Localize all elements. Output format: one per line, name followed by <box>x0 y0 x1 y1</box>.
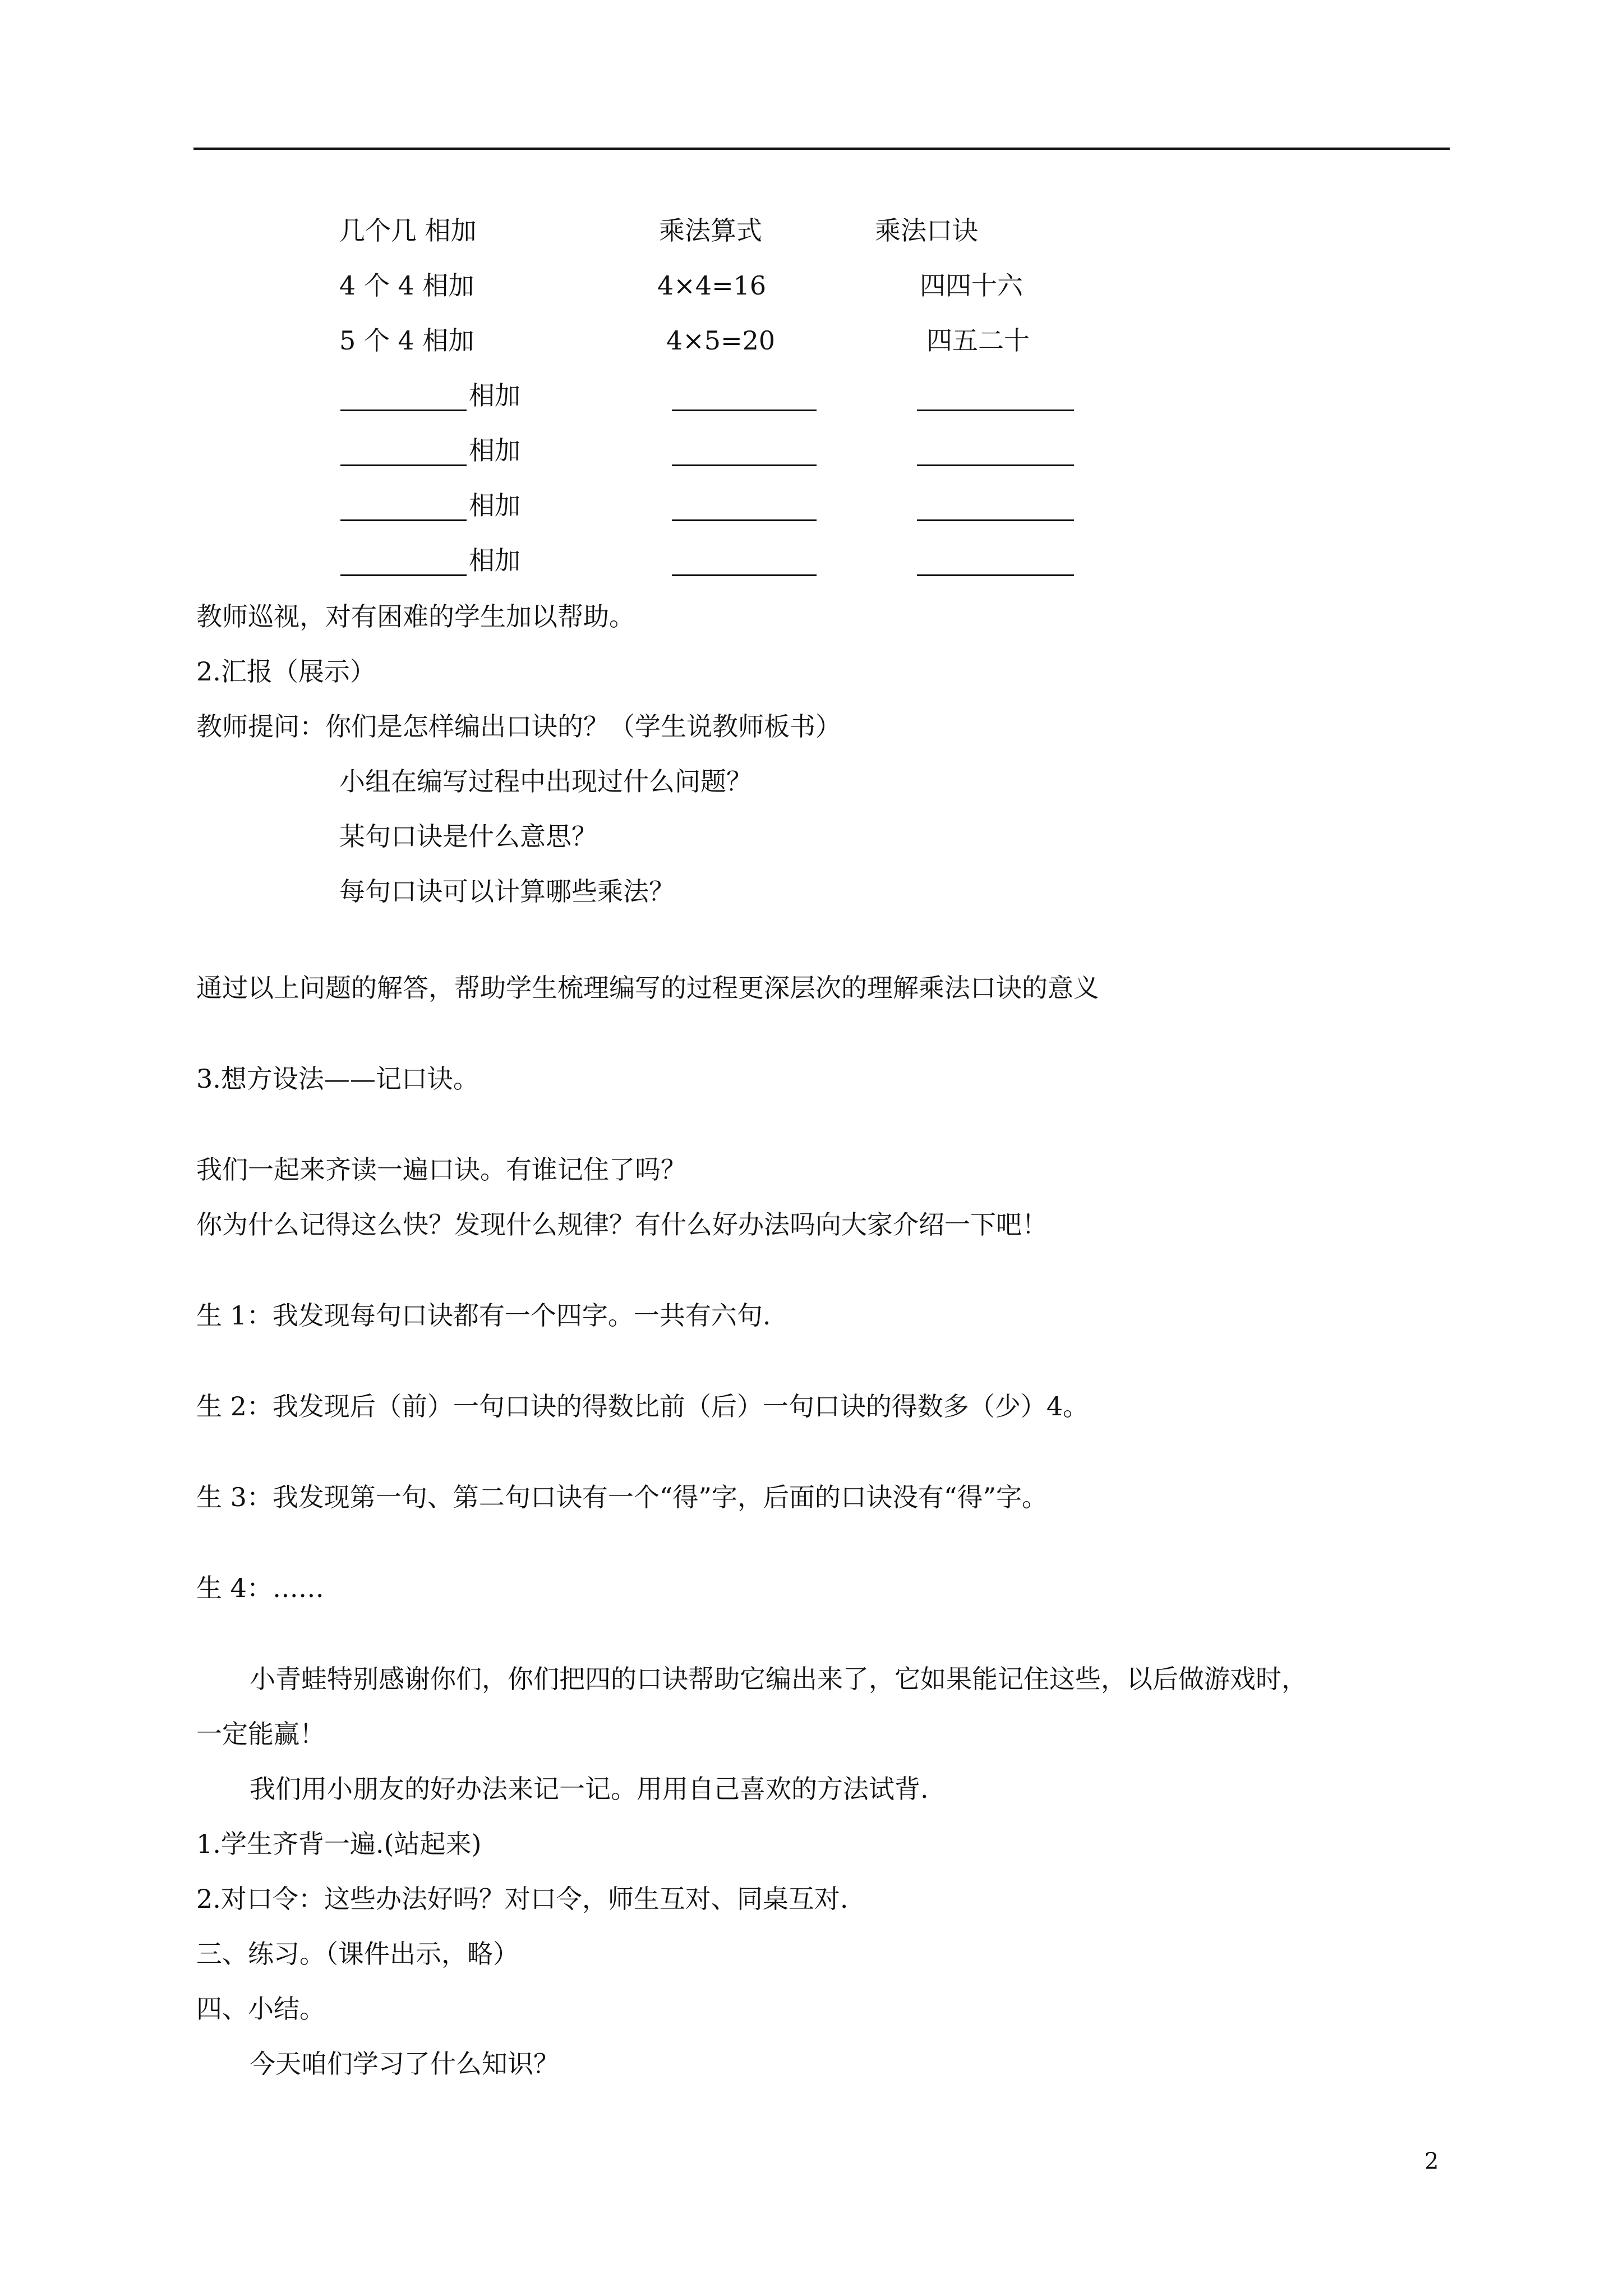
list-item: 2.对口令：这些办法好吗？对口令，师生互对、同桌互对. <box>196 1884 849 1914</box>
paragraph: 我们一起来齐读一遍口诀。有谁记住了吗？ <box>196 1154 686 1185</box>
blank-line <box>917 574 1074 576</box>
blank-line <box>340 464 467 466</box>
blank-line <box>672 574 817 576</box>
blank-row-suffix: 相加 <box>469 380 520 411</box>
blank-row-suffix: 相加 <box>469 490 520 521</box>
table-row1-col1: 4 个 4 相加 <box>339 270 474 301</box>
blank-line <box>917 409 1074 411</box>
paragraph: 小组在编写过程中出现过什么问题？ <box>339 766 752 797</box>
blank-line <box>672 464 817 466</box>
student-answer: 生 2：我发现后（前）一句口诀的得数比前（后）一句口诀的得数多（少）4。 <box>196 1391 1089 1421</box>
paragraph: 每句口诀可以计算哪些乘法？ <box>339 876 675 907</box>
paragraph: 小青蛙特别感谢你们，你们把四的口诀帮助它编出来了，它如果能记住这些，以后做游戏时， <box>250 1664 1307 1694</box>
page-number: 2 <box>1424 2148 1439 2174</box>
paragraph: 我们用小朋友的好办法来记一记。用用自己喜欢的方法试背. <box>250 1774 929 1804</box>
paragraph: 教师巡视，对有困难的学生加以帮助。 <box>196 601 635 632</box>
paragraph: 你为什么记得这么快？发现什么规律？有什么好办法吗向大家介绍一下吧！ <box>196 1209 1048 1240</box>
paragraph: 通过以上问题的解答，帮助学生梳理编写的过程更深层次的理解乘法口诀的意义 <box>196 973 1099 1003</box>
paragraph: 教师提问：你们是怎样编出口诀的？（学生说教师板书） <box>196 711 841 742</box>
table-row1-col2: 4×4=16 <box>657 270 767 301</box>
blank-line <box>672 519 817 521</box>
header-rule <box>193 148 1450 150</box>
list-item: 1.学生齐背一遍.(站起来) <box>196 1829 482 1859</box>
blank-line <box>917 519 1074 521</box>
section-heading: 3.想方设法——记口诀。 <box>196 1064 479 1094</box>
blank-line <box>340 574 467 576</box>
student-answer: 生 3：我发现第一句、第二句口诀有一个“得”字，后面的口诀没有“得”字。 <box>196 1482 1048 1512</box>
student-answer: 生 1：我发现每句口诀都有一个四字。一共有六句. <box>196 1300 771 1331</box>
blank-line <box>917 464 1074 466</box>
blank-line <box>340 409 467 411</box>
table-header-col2: 乘法算式 <box>659 215 762 246</box>
table-row1-col3: 四四十六 <box>920 270 1023 301</box>
paragraph: 某句口诀是什么意思？ <box>339 821 597 852</box>
section-heading: 2.汇报（展示） <box>196 656 376 687</box>
paragraph: 一定能赢！ <box>196 1719 325 1749</box>
table-row2-col1: 5 个 4 相加 <box>339 325 474 356</box>
table-row2-col2: 4×5=20 <box>666 325 776 356</box>
blank-line <box>672 409 817 411</box>
blank-line <box>340 519 467 521</box>
table-row2-col3: 四五二十 <box>926 325 1030 356</box>
blank-row-suffix: 相加 <box>469 545 520 576</box>
table-header-col1: 几个几 相加 <box>339 215 477 246</box>
student-answer: 生 4：…… <box>196 1573 324 1603</box>
section-heading: 三、练习。（课件出示，略） <box>196 1939 519 1969</box>
paragraph: 今天咱们学习了什么知识？ <box>250 2049 559 2079</box>
blank-row-suffix: 相加 <box>469 435 520 466</box>
table-header-col3: 乘法口诀 <box>875 215 978 246</box>
section-heading: 四、小结。 <box>196 1994 325 2024</box>
